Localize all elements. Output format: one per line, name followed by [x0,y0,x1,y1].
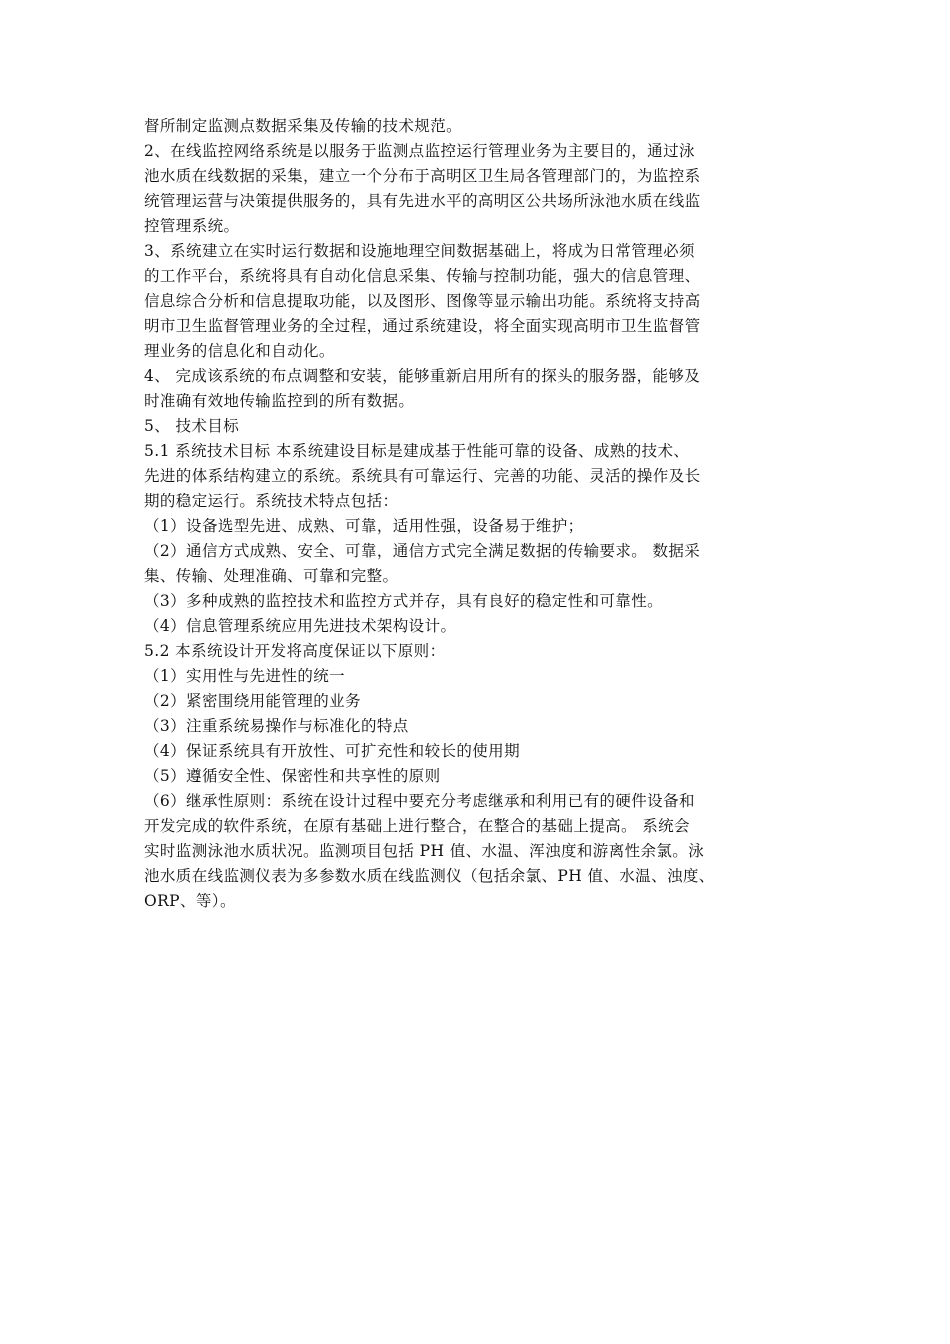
text-line: 信息综合分析和信息提取功能，以及图形、图像等显示输出功能。系统将支持高 [144,292,701,310]
text-line: 5.1 系统技术目标 本系统建设目标是建成基于性能可靠的设备、成熟的技术、 [144,442,690,460]
text-line: 控管理系统。 [144,217,240,235]
text-line: ORP、等）。 [144,892,236,910]
text-line: 先进的体系结构建立的系统。系统具有可靠运行、完善的功能、灵活的操作及长 [144,467,701,485]
text-line: 开发完成的软件系统，在原有基础上进行整合，在整合的基础上提高。 系统会 [144,817,690,835]
text-line: 4、 完成该系统的布点调整和安装，能够重新启用所有的探头的服务器，能够及 [144,367,701,385]
text-line: 时准确有效地传输监控到的所有数据。 [144,392,415,410]
text-line: 实时监测泳池水质状况。监测项目包括 PH 值、水温、浑浊度和游离性余氯。泳 [144,842,705,860]
text-line: 期的稳定运行。系统技术特点包括： [144,492,399,510]
text-line: 督所制定监测点数据采集及传输的技术规范。 [144,117,463,135]
section-heading: 5、 技术目标 [144,417,240,435]
section-heading: 5.2 本系统设计开发将高度保证以下原则： [144,642,446,660]
list-item: （2）紧密围绕用能管理的业务 [144,692,361,710]
text-line: 3、系统建立在实时运行数据和设施地理空间数据基础上，将成为日常管理必须 [144,242,695,260]
text-line: 池水质在线数据的采集，建立一个分布于高明区卫生局各管理部门的，为监控系 [144,167,701,185]
text-line: 池水质在线监测仪表为多参数水质在线监测仪（包括余氯、PH 值、水温、浊度、 [144,867,715,885]
list-item: （3）多种成熟的监控技术和监控方式并存，具有良好的稳定性和可靠性。 [144,592,664,610]
text-line: 的工作平台，系统将具有自动化信息采集、传输与控制功能，强大的信息管理、 [144,267,701,285]
list-item: （4）信息管理系统应用先进技术架构设计。 [144,617,457,635]
text-line: 2、在线监控网络系统是以服务于监测点监控运行管理业务为主要目的，通过泳 [144,142,695,160]
list-item: （3）注重系统易操作与标准化的特点 [144,717,409,735]
text-line: 统管理运营与决策提供服务的，具有先进水平的高明区公共场所泳池水质在线监 [144,192,701,210]
list-item: （4）保证系统具有开放性、可扩充性和较长的使用期 [144,742,520,760]
list-item: （6）继承性原则：系统在设计过程中要充分考虑继承和利用已有的硬件设备和 [144,792,695,810]
list-item: （2）通信方式成熟、安全、可靠，通信方式完全满足数据的传输要求。 数据采 [144,542,701,560]
text-line: 理业务的信息化和自动化。 [144,342,335,360]
list-item: （1）设备选型先进、成熟、可靠，适用性强，设备易于维护； [144,517,584,535]
text-line: 明市卫生监督管理业务的全过程，通过系统建设，将全面实现高明市卫生监督管 [144,317,701,335]
list-item: （5）遵循安全性、保密性和共享性的原则 [144,767,441,785]
body-text [144,114,812,914]
list-item: （1）实用性与先进性的统一 [144,667,346,685]
text-line: 集、传输、处理准确、可靠和完整。 [144,567,399,585]
